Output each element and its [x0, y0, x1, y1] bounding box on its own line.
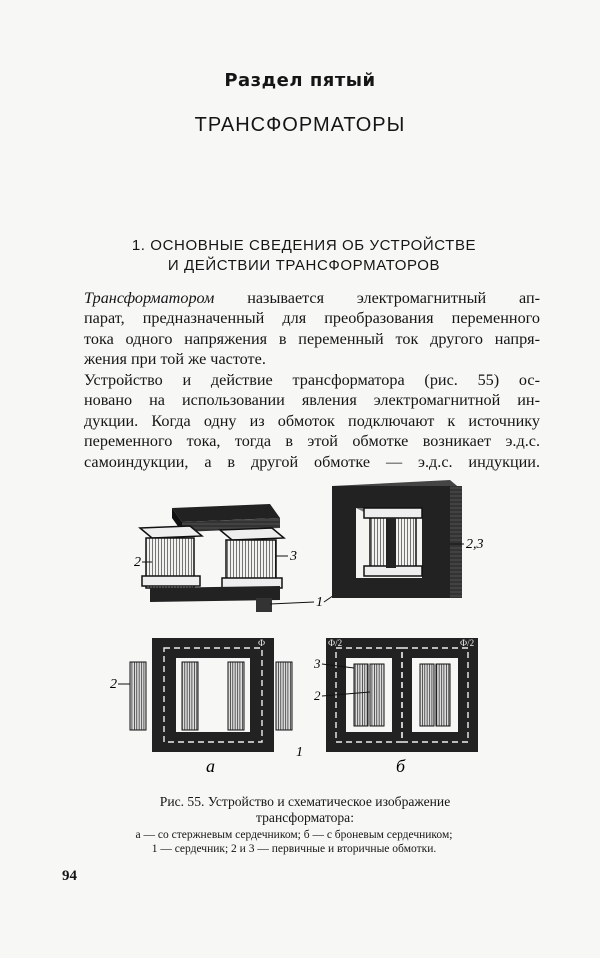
- shell-type-transformer-illustration: [332, 480, 462, 598]
- label-phi-half-left: Ф/2: [328, 638, 343, 648]
- figure-caption-line-2: трансформатора:: [256, 809, 354, 825]
- figure-caption-line-1: Рис. 55. Устройство и схематическое изображение: [159, 794, 451, 809]
- paragraph-2-line-3: дукции. Когда одну из обмоток подключают к источнику: [84, 411, 540, 430]
- subfigure-label-a: а: [206, 756, 215, 776]
- label-2-bottom-right: 2: [314, 688, 321, 703]
- chapter-title: [84, 236, 524, 276]
- figure-legend-line-1: а — со стержневым сердечником; б — с броневым сердечником;: [135, 829, 453, 841]
- figure-55-transformers: [110, 478, 500, 788]
- chapter-title-line-1: 1. ОСНОВНЫЕ СВЕДЕНИЯ ОБ УСТРОЙСТВЕ: [131, 237, 477, 254]
- paragraph-2-line-5: самоиндукции, а в другой обмотке — э.д.с. индукции.: [84, 452, 540, 471]
- label-2-bottom-left: 2: [110, 677, 117, 692]
- paragraph-2-line-1: Устройство и действие трансформатора (рис. 55) ос-: [84, 371, 540, 389]
- paragraph-1-line-3: тока одного напряжения в переменный ток другого напря-: [84, 329, 540, 348]
- core-type-transformer-illustration: [140, 504, 314, 612]
- label-phi-half-right: Ф/2: [460, 638, 475, 648]
- paragraph-1: [84, 288, 540, 370]
- schematic-shell-type: [326, 638, 478, 752]
- defined-term: Трансформатором: [84, 289, 215, 307]
- page-number: 94: [62, 868, 77, 884]
- paragraph-2-line-4: переменного тока, тогда в этой обмотке возникает э.д.с.: [84, 432, 540, 451]
- label-3-top-left: 3: [290, 549, 297, 564]
- paragraph-1-line-2: парат, предназначенный для преобразования переменного: [84, 309, 540, 328]
- label-1-bottom: 1: [296, 745, 303, 760]
- paragraph-2-line-2: новано на использовании явления электромагнитной ин-: [84, 391, 540, 410]
- subfigure-label-b: б: [396, 756, 406, 776]
- paragraph-2: [84, 370, 540, 472]
- paragraph-1-line-1-text: называется электромагнитный ап-: [214, 289, 540, 307]
- label-1-top: 1: [316, 595, 323, 610]
- paragraph-1-line-4: жения при той же частоте.: [84, 350, 266, 369]
- paragraph-1-line-1: [84, 288, 540, 308]
- figure-caption: [100, 794, 510, 825]
- label-2-3-top-right: 2,3: [466, 537, 484, 552]
- schematic-core-type: [130, 638, 292, 752]
- label-2-top-left: 2: [134, 555, 141, 570]
- section-label: Раздел пятый: [224, 70, 376, 91]
- chapter-title-line-2: И ДЕЙСТВИИ ТРАНСФОРМАТОРОВ: [167, 257, 441, 274]
- section-title: ТРАНСФОРМАТОРЫ: [194, 114, 406, 136]
- figure-legend-line-2: 1 — сердечник; 2 и 3 — первичные и вторичные обмотки.: [151, 843, 437, 855]
- figure-legend: [84, 828, 504, 856]
- label-3-bottom-right: 3: [314, 656, 321, 671]
- label-phi: Ф: [258, 638, 266, 648]
